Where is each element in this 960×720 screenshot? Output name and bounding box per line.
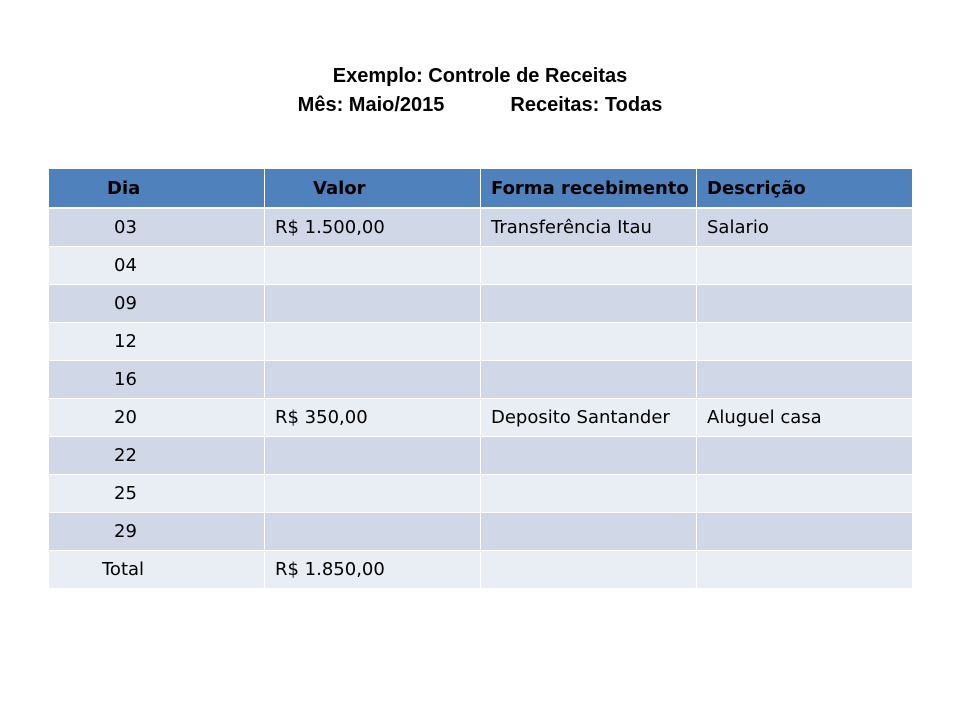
header-descricao: Descrição: [697, 169, 913, 209]
table-row: [49, 323, 913, 361]
cell-valor: [265, 285, 481, 323]
total-valor: R$ 1.850,00: [265, 551, 481, 589]
table-row: [49, 475, 913, 513]
cell-dia: 22: [49, 437, 265, 475]
cell-dia: 09: [49, 285, 265, 323]
cell-forma: [481, 323, 697, 361]
title-line-1: Exemplo: Controle de Receitas: [332, 65, 628, 87]
cell-descricao: [697, 323, 913, 361]
table-row: [49, 437, 913, 475]
cell-descricao: [697, 285, 913, 323]
cell-dia: 03: [49, 208, 265, 247]
cell-forma: [481, 361, 697, 399]
cell-forma: Transferência Itau: [481, 208, 697, 247]
table-row: [49, 285, 913, 323]
cell-descricao: [697, 475, 913, 513]
cell-descricao: [697, 247, 913, 285]
month-label: Mês: Maio/2015: [297, 94, 445, 116]
cell-descricao: [697, 361, 913, 399]
cell-dia: 04: [49, 247, 265, 285]
cell-valor: [265, 437, 481, 475]
table-row: [49, 247, 913, 285]
cell-dia: 29: [49, 513, 265, 551]
table-row: [49, 208, 913, 247]
total-forma: [481, 551, 697, 589]
table-row: [49, 513, 913, 551]
table-header-row: [49, 169, 913, 209]
cell-valor: R$ 350,00: [265, 399, 481, 437]
cell-forma: [481, 247, 697, 285]
cell-valor: [265, 475, 481, 513]
cell-descricao: [697, 513, 913, 551]
table-row: [49, 399, 913, 437]
cell-valor: [265, 247, 481, 285]
cell-forma: Deposito Santander: [481, 399, 697, 437]
total-label: Total: [49, 551, 265, 589]
cell-forma: [481, 437, 697, 475]
header-valor: Valor: [265, 169, 481, 209]
total-descricao: [697, 551, 913, 589]
table-row: [49, 361, 913, 399]
cell-valor: [265, 361, 481, 399]
cell-dia: 25: [49, 475, 265, 513]
cell-valor: R$ 1.500,00: [265, 208, 481, 247]
cell-descricao: Aluguel casa: [697, 399, 913, 437]
cell-forma: [481, 513, 697, 551]
cell-dia: 20: [49, 399, 265, 437]
header-dia: Dia: [49, 169, 265, 209]
receitas-table: [48, 168, 913, 589]
cell-descricao: [697, 437, 913, 475]
cell-dia: 16: [49, 361, 265, 399]
cell-descricao: Salario: [697, 208, 913, 247]
header-forma-recebimento: Forma recebimento: [481, 169, 697, 209]
cell-dia: 12: [49, 323, 265, 361]
cell-valor: [265, 323, 481, 361]
slide-title: [0, 62, 960, 120]
cell-valor: [265, 513, 481, 551]
cell-forma: [481, 475, 697, 513]
title-line-2: [0, 91, 960, 120]
cell-forma: [481, 285, 697, 323]
filter-label: Receitas: Todas: [510, 94, 663, 116]
total-row: [49, 551, 913, 589]
